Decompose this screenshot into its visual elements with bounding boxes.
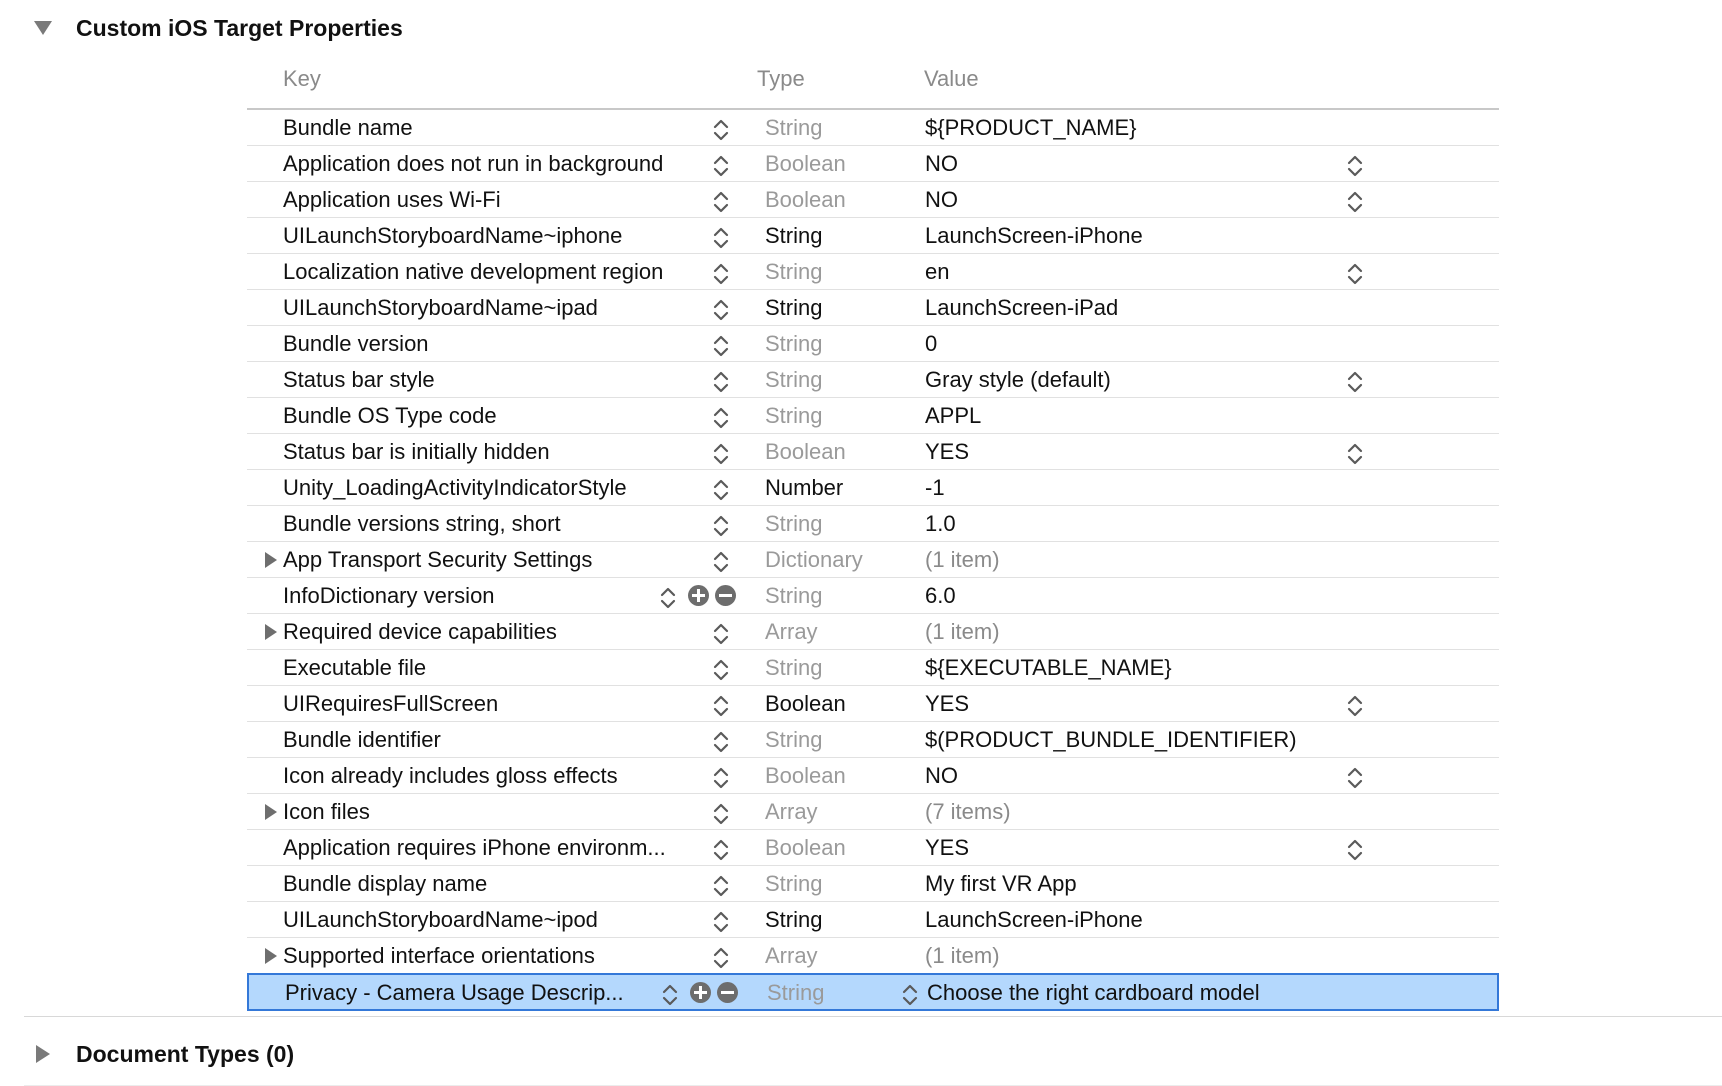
table-row[interactable] <box>247 326 1499 362</box>
row-value[interactable]: ${PRODUCT_NAME} <box>925 115 1137 140</box>
row-value[interactable]: YES <box>925 835 970 860</box>
row-value[interactable]: (1 item) <box>925 547 1000 572</box>
row-type[interactable]: String <box>767 980 825 1005</box>
table-row[interactable] <box>247 578 1499 614</box>
value-stepper-icon[interactable] <box>1347 766 1363 790</box>
row-type[interactable]: String <box>765 403 823 428</box>
key-stepper-icon[interactable] <box>713 658 729 682</box>
row-value[interactable]: APPL <box>925 403 982 428</box>
row-value[interactable]: (1 item) <box>925 619 1000 644</box>
section-title: Custom iOS Target Properties <box>76 14 403 41</box>
key-stepper-icon[interactable] <box>713 838 729 862</box>
value-stepper-icon[interactable] <box>1347 370 1363 394</box>
table-row[interactable] <box>247 830 1499 866</box>
row-value[interactable]: NO <box>925 187 958 212</box>
table-row[interactable] <box>247 146 1499 182</box>
table-row[interactable] <box>247 110 1499 146</box>
row-type[interactable]: String <box>765 583 823 608</box>
key-stepper-icon[interactable] <box>713 298 729 322</box>
row-key[interactable]: Icon already includes gloss effects <box>283 763 618 788</box>
value-stepper-icon[interactable] <box>1347 262 1363 286</box>
row-key[interactable]: App Transport Security Settings <box>283 547 593 572</box>
table-row[interactable] <box>247 794 1499 830</box>
remove-row-button[interactable] <box>715 585 736 606</box>
row-value[interactable]: NO <box>925 151 958 176</box>
value-stepper-icon[interactable] <box>1347 694 1363 718</box>
row-value[interactable]: NO <box>925 763 958 788</box>
key-stepper-icon[interactable] <box>713 370 729 394</box>
table-row[interactable] <box>247 254 1499 290</box>
row-type[interactable]: String <box>765 223 823 248</box>
row-key[interactable]: Bundle OS Type code <box>283 403 497 428</box>
row-type[interactable]: String <box>765 115 823 140</box>
value-stepper-icon[interactable] <box>1347 154 1363 178</box>
column-header-key[interactable]: Key <box>283 66 321 91</box>
row-type[interactable]: String <box>765 727 823 752</box>
table-row[interactable] <box>247 650 1499 686</box>
row-key[interactable]: InfoDictionary version <box>283 583 495 608</box>
key-stepper-icon[interactable] <box>713 766 729 790</box>
row-value[interactable]: YES <box>925 439 970 464</box>
row-key[interactable]: Bundle version <box>283 331 429 356</box>
row-type[interactable]: Array <box>765 619 818 644</box>
row-key[interactable]: UILaunchStoryboardName~ipod <box>283 907 598 932</box>
row-type[interactable]: String <box>765 295 823 320</box>
row-key[interactable]: Executable file <box>283 655 427 680</box>
row-key[interactable]: Status bar style <box>283 367 435 392</box>
row-value[interactable]: LaunchScreen-iPhone <box>925 907 1143 932</box>
row-key[interactable]: Bundle name <box>283 115 413 140</box>
table-row[interactable] <box>247 722 1499 758</box>
row-key[interactable]: UILaunchStoryboardName~ipad <box>283 295 598 320</box>
row-type[interactable]: Boolean <box>765 763 846 788</box>
value-stepper-icon[interactable] <box>1347 442 1363 466</box>
row-type[interactable]: String <box>765 367 823 392</box>
row-type[interactable]: String <box>765 259 823 284</box>
table-row[interactable] <box>247 470 1499 506</box>
key-stepper-icon[interactable] <box>713 154 729 178</box>
table-row[interactable] <box>247 542 1499 578</box>
column-headers <box>247 56 1499 110</box>
row-value[interactable]: 6.0 <box>925 583 956 608</box>
disclosure-collapsed-icon[interactable] <box>36 1045 50 1063</box>
table-row[interactable] <box>247 218 1499 254</box>
row-key[interactable]: Unity_LoadingActivityIndicatorStyle <box>283 475 627 500</box>
table-row[interactable] <box>247 758 1499 794</box>
property-rows <box>247 110 1499 1011</box>
row-value[interactable]: Gray style (default) <box>925 367 1111 392</box>
row-value[interactable]: My first VR App <box>925 871 1077 896</box>
key-stepper-icon[interactable] <box>713 118 729 142</box>
row-value[interactable]: Choose the right cardboard model <box>927 980 1260 1005</box>
key-stepper-icon[interactable] <box>713 226 729 250</box>
add-row-button[interactable] <box>690 982 711 1003</box>
row-type[interactable]: Boolean <box>765 151 846 176</box>
row-type[interactable]: String <box>765 331 823 356</box>
row-value[interactable]: ${EXECUTABLE_NAME} <box>925 655 1172 680</box>
table-row[interactable] <box>247 182 1499 218</box>
remove-row-button[interactable] <box>717 982 738 1003</box>
key-stepper-icon[interactable] <box>713 946 729 970</box>
value-stepper-icon[interactable] <box>1347 838 1363 862</box>
row-value[interactable]: $(PRODUCT_BUNDLE_IDENTIFIER) <box>925 727 1297 752</box>
row-value[interactable]: 1.0 <box>925 511 956 536</box>
row-key[interactable]: UILaunchStoryboardName~iphone <box>283 223 623 248</box>
row-type[interactable]: String <box>765 655 823 680</box>
table-row[interactable] <box>247 938 1499 974</box>
key-stepper-icon[interactable] <box>713 550 729 574</box>
table-row[interactable] <box>247 686 1499 722</box>
table-row[interactable] <box>247 614 1499 650</box>
key-stepper-icon[interactable] <box>713 874 729 898</box>
row-value[interactable]: en <box>925 259 950 284</box>
row-type[interactable]: Dictionary <box>765 547 863 572</box>
row-value[interactable]: YES <box>925 691 970 716</box>
row-key[interactable]: Privacy - Camera Usage Descrip... <box>285 980 624 1005</box>
row-key[interactable]: Application uses Wi-Fi <box>283 187 501 212</box>
row-key[interactable]: Localization native development region <box>283 259 664 284</box>
key-stepper-icon[interactable] <box>713 478 729 502</box>
row-key[interactable]: Application requires iPhone environm... <box>283 835 666 860</box>
row-value[interactable]: 0 <box>925 331 938 356</box>
row-type[interactable]: Array <box>765 799 818 824</box>
row-value[interactable]: LaunchScreen-iPad <box>925 295 1119 320</box>
row-key[interactable]: Supported interface orientations <box>283 943 595 968</box>
row-type[interactable]: String <box>765 511 823 536</box>
table-row[interactable] <box>247 434 1499 470</box>
property-list-table <box>247 56 1499 1011</box>
key-stepper-icon[interactable] <box>662 983 678 1007</box>
column-header-value[interactable]: Value <box>924 66 979 91</box>
row-key[interactable]: UIRequiresFullScreen <box>283 691 499 716</box>
row-value[interactable]: (7 items) <box>925 799 1011 824</box>
add-row-button[interactable] <box>688 585 709 606</box>
row-type[interactable]: Array <box>765 943 818 968</box>
row-type[interactable]: Boolean <box>765 835 846 860</box>
section-custom-ios-properties[interactable] <box>24 8 403 48</box>
key-stepper-icon[interactable] <box>713 730 729 754</box>
disclosure-triangle-icon[interactable] <box>265 552 277 568</box>
row-type[interactable]: Boolean <box>765 691 846 716</box>
key-stepper-icon[interactable] <box>713 622 729 646</box>
row-key[interactable]: Status bar is initially hidden <box>283 439 550 464</box>
key-stepper-icon[interactable] <box>713 442 729 466</box>
section-title: Document Types (0) <box>76 1040 295 1067</box>
table-row[interactable] <box>247 506 1499 542</box>
key-stepper-icon[interactable] <box>713 514 729 538</box>
table-row[interactable] <box>247 362 1499 398</box>
key-stepper-icon[interactable] <box>713 262 729 286</box>
row-value[interactable]: -1 <box>925 475 945 500</box>
row-key[interactable]: Bundle identifier <box>283 727 441 752</box>
row-key[interactable]: Required device capabilities <box>283 619 557 644</box>
section-document-types[interactable] <box>24 1034 294 1074</box>
key-stepper-icon[interactable] <box>713 406 729 430</box>
disclosure-triangle-icon[interactable] <box>265 948 277 964</box>
key-stepper-icon[interactable] <box>713 910 729 934</box>
column-header-type[interactable]: Type <box>757 66 805 91</box>
key-stepper-icon[interactable] <box>713 334 729 358</box>
row-key[interactable]: Bundle versions string, short <box>283 511 561 536</box>
key-stepper-icon[interactable] <box>660 586 676 610</box>
key-stepper-icon[interactable] <box>713 802 729 826</box>
key-stepper-icon[interactable] <box>713 190 729 214</box>
row-key[interactable]: Application does not run in background <box>283 151 664 176</box>
row-value[interactable]: LaunchScreen-iPhone <box>925 223 1143 248</box>
type-stepper-icon[interactable] <box>902 983 918 1007</box>
row-type[interactable]: Boolean <box>765 187 846 212</box>
row-type[interactable]: String <box>765 907 823 932</box>
row-key[interactable]: Bundle display name <box>283 871 488 896</box>
table-row[interactable] <box>247 398 1499 434</box>
row-type[interactable]: Number <box>765 475 844 500</box>
key-stepper-icon[interactable] <box>713 694 729 718</box>
table-row[interactable] <box>247 290 1499 326</box>
row-type[interactable]: String <box>765 871 823 896</box>
table-row[interactable] <box>247 902 1499 938</box>
value-stepper-icon[interactable] <box>1347 190 1363 214</box>
section-divider <box>24 1016 1722 1017</box>
disclosure-triangle-icon[interactable] <box>265 804 277 820</box>
row-value[interactable]: (1 item) <box>925 943 1000 968</box>
table-row[interactable] <box>247 973 1499 1011</box>
row-key[interactable]: Icon files <box>283 799 370 824</box>
row-type[interactable]: Boolean <box>765 439 846 464</box>
table-row[interactable] <box>247 866 1499 902</box>
disclosure-triangle-icon[interactable] <box>265 624 277 640</box>
disclosure-expanded-icon[interactable] <box>34 21 52 35</box>
